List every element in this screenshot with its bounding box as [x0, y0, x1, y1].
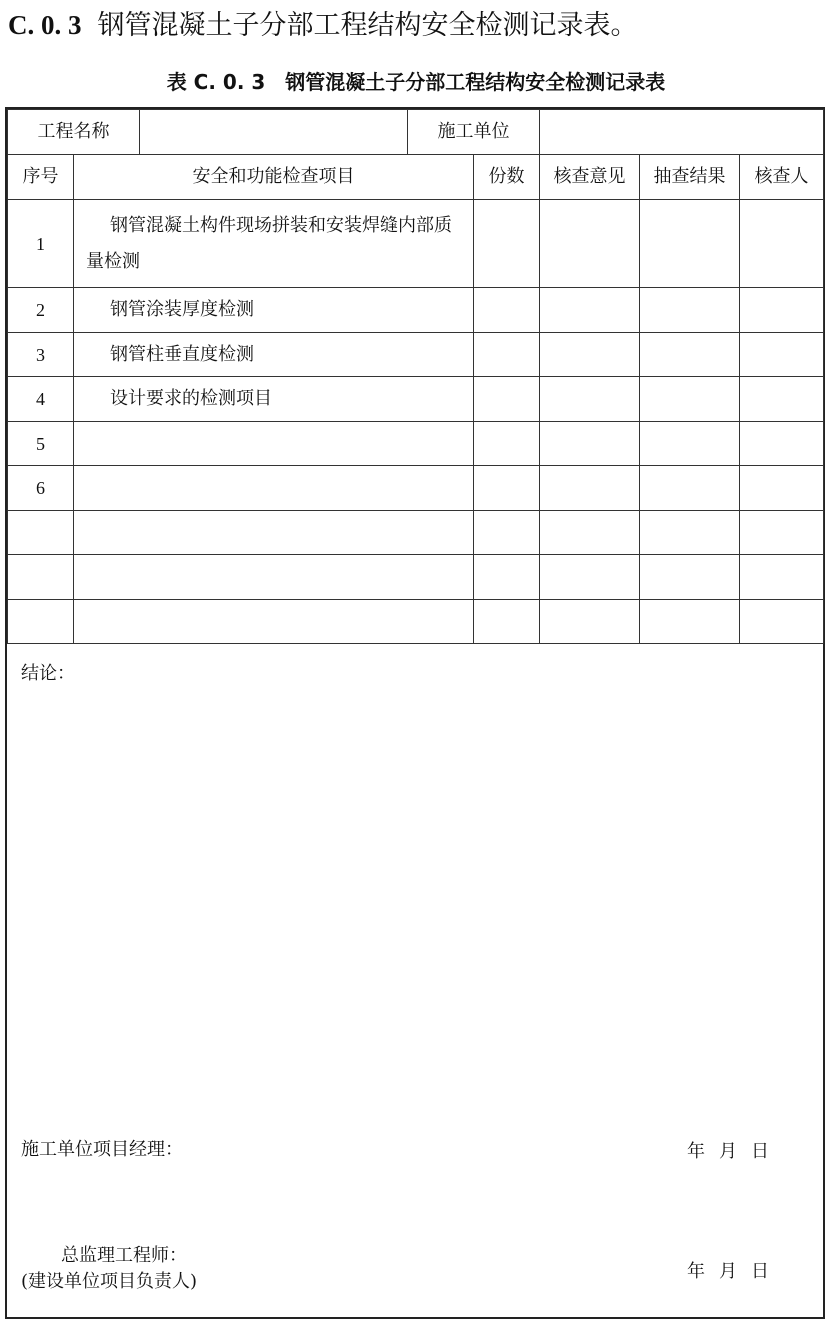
- inspection-table: [7, 109, 824, 644]
- contractor-field[interactable]: [540, 110, 824, 155]
- row-seq: 3: [8, 333, 74, 377]
- date-year: 年: [687, 1261, 705, 1282]
- section-number: C. 0. 3: [8, 10, 82, 40]
- row-seq: [8, 600, 74, 644]
- header-spot-check-result: 抽查结果: [640, 155, 740, 200]
- row-seq: 2: [8, 288, 74, 333]
- row-seq: [8, 555, 74, 600]
- header-copies: 份数: [474, 155, 540, 200]
- row-opinion-cell[interactable]: [540, 555, 640, 600]
- row-result-cell[interactable]: [640, 555, 740, 600]
- date-year: 年: [687, 1141, 705, 1162]
- row-seq: 5: [8, 422, 74, 466]
- row-reviewer-cell[interactable]: [740, 288, 824, 333]
- row-reviewer-cell[interactable]: [740, 600, 824, 644]
- table-row: [8, 422, 824, 466]
- row-opinion-cell[interactable]: [540, 377, 640, 422]
- row-opinion-cell[interactable]: [540, 288, 640, 333]
- header-reviewer: 核查人: [740, 155, 824, 200]
- row-seq: [8, 511, 74, 555]
- chief-supervisor-date: [687, 1257, 769, 1283]
- table-row: [8, 555, 824, 600]
- row-opinion-cell[interactable]: [540, 511, 640, 555]
- table-row: [8, 288, 824, 333]
- row-item: 钢管柱垂直度检测: [74, 333, 474, 377]
- project-info-row: [8, 110, 824, 155]
- row-copies-cell[interactable]: [474, 333, 540, 377]
- row-copies-cell[interactable]: [474, 511, 540, 555]
- row-copies-cell[interactable]: [474, 600, 540, 644]
- row-result-cell[interactable]: [640, 466, 740, 511]
- row-item: 钢管混凝土构件现场拼装和安装焊缝内部质量检测: [74, 200, 474, 288]
- row-copies-cell[interactable]: [474, 422, 540, 466]
- row-result-cell[interactable]: [640, 288, 740, 333]
- row-copies-cell[interactable]: [474, 377, 540, 422]
- row-opinion-cell[interactable]: [540, 422, 640, 466]
- row-result-cell[interactable]: [640, 600, 740, 644]
- row-reviewer-cell[interactable]: [740, 333, 824, 377]
- row-reviewer-cell[interactable]: [740, 466, 824, 511]
- row-item[interactable]: [74, 511, 474, 555]
- table-row: [8, 600, 824, 644]
- row-seq: 1: [8, 200, 74, 288]
- row-seq: 6: [8, 466, 74, 511]
- project-name-field[interactable]: [140, 110, 408, 155]
- column-header-row: [8, 155, 824, 200]
- row-result-cell[interactable]: [640, 200, 740, 288]
- date-month: 月: [719, 1261, 737, 1282]
- section-heading: [8, 6, 638, 45]
- date-day: 日: [751, 1261, 769, 1282]
- row-opinion-cell[interactable]: [540, 600, 640, 644]
- date-day: 日: [751, 1141, 769, 1162]
- row-copies-cell[interactable]: [474, 200, 540, 288]
- row-opinion-cell[interactable]: [540, 200, 640, 288]
- row-item[interactable]: [74, 466, 474, 511]
- row-item[interactable]: [74, 555, 474, 600]
- conclusion-label: 结论：: [21, 663, 75, 684]
- header-review-opinion: 核查意见: [540, 155, 640, 200]
- date-month: 月: [719, 1141, 737, 1162]
- row-reviewer-cell[interactable]: [740, 511, 824, 555]
- row-result-cell[interactable]: [640, 511, 740, 555]
- row-item: 钢管涂装厚度检测: [74, 288, 474, 333]
- row-copies-cell[interactable]: [474, 466, 540, 511]
- row-reviewer-cell[interactable]: [740, 377, 824, 422]
- header-item: 安全和功能检查项目: [74, 155, 474, 200]
- row-copies-cell[interactable]: [474, 288, 540, 333]
- chief-supervisor-note: (建设单位项目负责人): [21, 1271, 198, 1292]
- contractor-label: 施工单位: [408, 110, 540, 155]
- row-result-cell[interactable]: [640, 422, 740, 466]
- row-item[interactable]: [74, 422, 474, 466]
- table-row: [8, 511, 824, 555]
- row-reviewer-cell[interactable]: [740, 555, 824, 600]
- contractor-manager-date: [687, 1137, 769, 1163]
- table-row: [8, 200, 824, 288]
- contractor-manager-signature-label: 施工单位项目经理：: [21, 1139, 183, 1160]
- header-seq: 序号: [8, 155, 74, 200]
- inspection-record-form: [5, 107, 825, 1319]
- row-opinion-cell[interactable]: [540, 466, 640, 511]
- table-caption: 表 C. 0. 3 钢管混凝土子分部工程结构安全检测记录表: [166, 70, 666, 94]
- row-reviewer-cell[interactable]: [740, 200, 824, 288]
- row-reviewer-cell[interactable]: [740, 422, 824, 466]
- project-name-label: 工程名称: [8, 110, 140, 155]
- conclusion-area[interactable]: [7, 649, 823, 1317]
- section-title: 钢管混凝土子分部工程结构安全检测记录表。: [97, 10, 638, 41]
- row-opinion-cell[interactable]: [540, 333, 640, 377]
- row-item: 设计要求的检测项目: [74, 377, 474, 422]
- table-row: [8, 333, 824, 377]
- row-result-cell[interactable]: [640, 333, 740, 377]
- row-seq: 4: [8, 377, 74, 422]
- chief-supervisor-signature-label: 总监理工程师：: [61, 1245, 187, 1266]
- row-result-cell[interactable]: [640, 377, 740, 422]
- table-row: [8, 466, 824, 511]
- row-item[interactable]: [74, 600, 474, 644]
- table-row: [8, 377, 824, 422]
- row-copies-cell[interactable]: [474, 555, 540, 600]
